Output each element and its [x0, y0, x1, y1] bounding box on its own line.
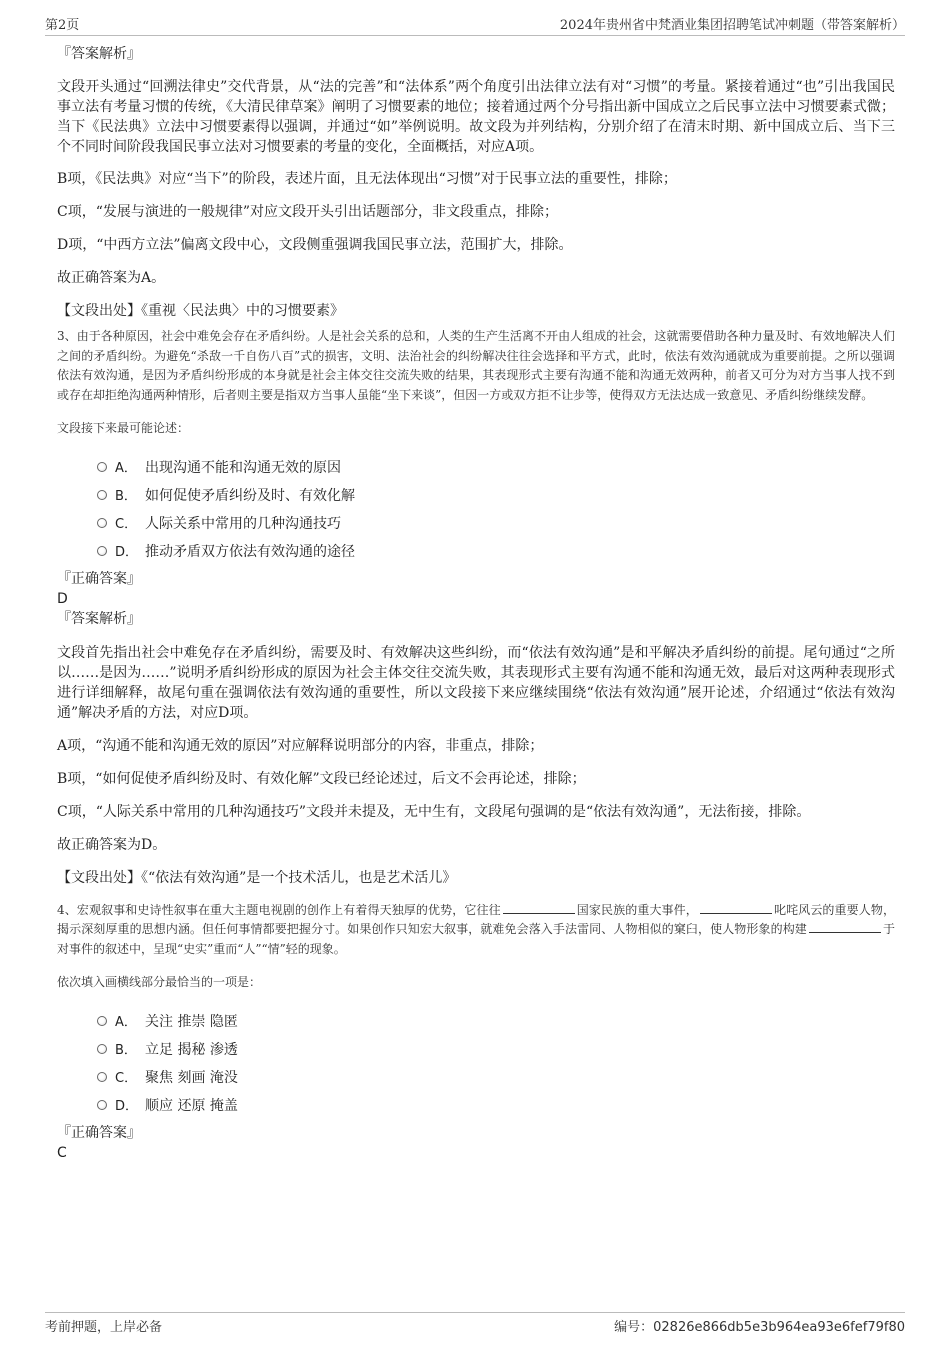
option-b[interactable]: B． 如何促使矛盾纠纷及时、有效化解 [57, 481, 895, 509]
radio-icon[interactable] [97, 1100, 107, 1110]
radio-icon[interactable] [97, 490, 107, 500]
analysis-option-d: D项，“中西方立法”偏离文段中心，文段侧重强调我国民事立法，范围扩大，排除。 [57, 237, 573, 253]
question-4-prompt: 依次填入画横线部分最恰当的一项是： [57, 975, 262, 989]
fill-blank [809, 920, 881, 933]
radio-icon[interactable] [97, 546, 107, 556]
analysis-tag: 『答案解析』 [57, 610, 141, 627]
radio-icon[interactable] [97, 1044, 107, 1054]
fill-blank [503, 901, 575, 914]
analysis-paragraph: 文段开头通过“回溯法律史”交代背景，从“法的完善”和“法体系”两个角度引出法律立法有对“习惯”的考量。紧接着通过“也”引出我国民事立法有考量习惯的传统，《大清民律草案》阐明了习惯要素的地位；接着通过两个分号指出新中国成立之后民事立法中习惯要素式微；当下《民法典》立法中习惯要素得以强调，并通过“如”举例说明。故文段为并列结构，分别介绍了在清末时期、新中国成立后、当下三个不同时间阶段我国民事立法对习惯要素的考量的变化，全面概括，对应A项。 [57, 79, 895, 155]
radio-icon[interactable] [97, 1072, 107, 1082]
option-d[interactable]: D． 顺应 还原 掩盖 [57, 1091, 895, 1119]
fill-blank [700, 901, 772, 914]
option-b[interactable]: B． 立足 揭秘 渗透 [57, 1035, 895, 1063]
page-footer [45, 1312, 905, 1335]
question-4-text: 4、宏观叙事和史诗性叙事在重大主题电视剧的创作上有着得天独厚的优势，它往往 国家民族的重大事件， 叱咤风云的重要人物，揭示深刻厚重的思想内涵。但任何事情都要把握分寸。如果创作只知宏大叙事，就难免会落入手法雷同、人物相似的窠臼，使人物形象的构建 于对事件的叙述中，呈现“史实”重而“人”“情”轻的现象。 [57, 902, 895, 956]
analysis-option-b: B项，《民法典》对应“当下”的阶段，表述片面，且无法体现出“习惯”对于民事立法的重要性，排除； [57, 171, 677, 187]
option-c[interactable]: C． 人际关系中常用的几种沟通技巧 [57, 509, 895, 537]
answer-value: D [57, 590, 68, 607]
page-header [45, 14, 905, 36]
page-number: 第2页 [45, 18, 80, 33]
conclusion: 故正确答案为A。 [57, 270, 166, 286]
page-content [57, 44, 895, 1163]
radio-icon[interactable] [97, 462, 107, 472]
question-3-prompt: 文段接下来最可能论述： [57, 421, 190, 435]
analysis-option-c: C项，“发展与演进的一般规律”对应文段开头引出话题部分，非文段重点，排除； [57, 204, 559, 220]
option-a[interactable]: A． 出现沟通不能和沟通无效的原因 [57, 453, 895, 481]
conclusion: 故正确答案为D。 [57, 836, 167, 853]
answer-value: C [57, 1144, 67, 1161]
option-d[interactable]: D． 推动矛盾双方依法有效沟通的途径 [57, 537, 895, 565]
radio-icon[interactable] [97, 518, 107, 528]
source-citation: 【文段出处】《重视〈民法典〉中的习惯要素》 [57, 303, 344, 319]
question-3-options [57, 453, 895, 565]
question-4-options [57, 1007, 895, 1119]
answer-tag: 『正确答案』 [57, 1124, 141, 1141]
answer-tag: 『正确答案』 [57, 570, 141, 587]
option-c[interactable]: C． 聚焦 刻画 淹没 [57, 1063, 895, 1091]
analysis-paragraph: 文段首先指出社会中难免存在矛盾纠纷，需要及时、有效解决这些纠纷，而“依法有效沟通”是和平解决矛盾纠纷的前提。尾句通过“之所以……是因为……”说明矛盾纠纷形成的原因为社会主体交往交流失败，其表现形式主要有沟通不能和沟通无效，最后对这两种表现形式进行详细解释，故尾句重在强调依法有效沟通的重要性，所以文段接下来应继续围绕“依法有效沟通”展开论述，介绍通过“依法有效沟通”解决矛盾的方法，对应D项。 [57, 644, 895, 721]
document-title: 2024年贵州省中梵酒业集团招聘笔试冲刺题（带答案解析） [559, 18, 905, 33]
source-citation: 【文段出处】《“依法有效沟通”是一个技术活儿，也是艺术活儿》 [57, 869, 457, 886]
question-3-text: 3、由于各种原因，社会中难免会存在矛盾纠纷。人是社会关系的总和，人类的生产生活离不开由人组成的社会，这就需要借助各种力量及时、有效地解决人们之间的矛盾纠纷。为避免“杀敌一千自伤八百”式的损害，文明、法治社会的纠纷解决往往会选择和平方式，此时，依法有效沟通就成为重要前提。之所以强调依法有效沟通，是因为矛盾纠纷形成的本身就是社会主体交往交流失败的结果，其表现形式主要有沟通不能和沟通无效两种，前者又可分为对方当事人找不到或存在却拒绝沟通两种情形，后者则主要是指双方当事人虽能“坐下来谈”，但因一方或双方拒不让步等，使得双方无法达成一致意见、矛盾纠纷继续发酵。 [57, 329, 895, 402]
analysis-option-a: A项，“沟通不能和沟通无效的原因”对应解释说明部分的内容，非重点，排除； [57, 737, 544, 754]
footer-slogan: 考前押题，上岸必备 [45, 1320, 163, 1335]
option-a[interactable]: A． 关注 推崇 隐匿 [57, 1007, 895, 1035]
analysis-option-b: B项，“如何促使矛盾纠纷及时、有效化解”文段已经论述过，后文不会再论述，排除； [57, 770, 586, 787]
document-code: 编号：02826e866db5e3b964ea93e6fef79f80 [614, 1320, 905, 1335]
analysis-option-c: C项，“人际关系中常用的几种沟通技巧”文段并未提及，无中生有，文段尾句强调的是“依法有效沟通”，无法衔接，排除。 [57, 803, 811, 820]
analysis-tag: 『答案解析』 [57, 46, 141, 62]
radio-icon[interactable] [97, 1016, 107, 1026]
